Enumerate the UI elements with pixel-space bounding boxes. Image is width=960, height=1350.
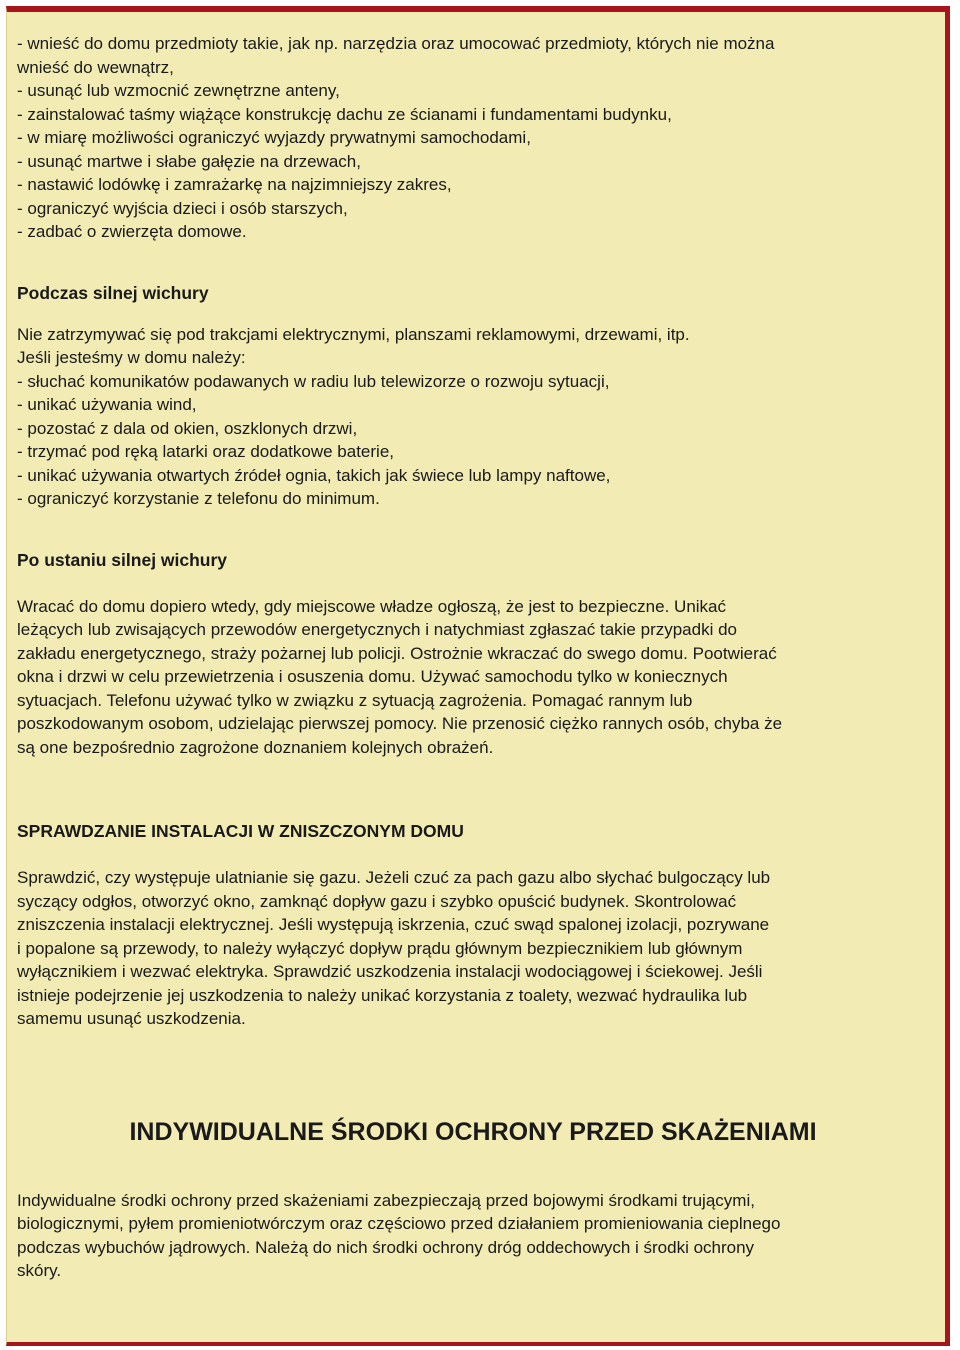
body-line: zniszczenia instalacji elektrycznej. Jeśli występują iskrzenia, czuć swąd spalonej izolacji, pozrywane [17,915,770,934]
section-body-protection [17,1189,929,1283]
body-line: zakładu energetycznego, straży pożarnej lub policji. Ostrożnie wkraczać do swego domu. Pootwierać [17,643,777,663]
list-item: - ograniczyć wyjścia dzieci i osób starszych, [17,198,348,218]
list-item: - wnieść do domu przedmioty takie, jak np. narzędzia oraz umocować przedmioty, których nie można [17,34,775,53]
list-item: - zainstalować taśmy wiążące konstrukcję dachu ze ścianami i fundamentami budynku, [17,104,672,124]
list-item: - usunąć martwe i słabe gałęzie na drzewach, [17,151,361,171]
body-line: - trzymać pod ręką latarki oraz dodatkowe baterie, [17,442,395,461]
body-line: - pozostać z dala od okien, oszklonych drzwi, [17,418,358,438]
body-line: poszkodowanym osobom, udzielając pierwszej pomocy. Nie przenosić ciężko rannych osób, chyba że [17,714,783,733]
body-line: biologicznymi, pyłem promieniotwórczym oraz częściowo przed działaniem promieniowania cieplnego [17,1214,781,1233]
body-line: Nie zatrzymywać się pod trakcjami elektrycznymi, planszami reklamowymi, drzewami, itp. [17,324,690,344]
section-heading-installations: SPRAWDZANIE INSTALACJI W ZNISZCZONYM DOMU [17,821,464,841]
body-line: - ograniczyć korzystanie z telefonu do minimum. [17,489,380,508]
body-line: syczący odgłos, otworzyć okno, zamknąć dopływ gazu i szybko opuścić budynek. Skontrolować [17,891,737,911]
body-line: leżących lub zwisających przewodów energetycznych i natychmiast zgłaszać takie przypadki do [17,620,738,639]
section-heading-after-wind: Po ustaniu silnej wichury [17,549,228,570]
section-heading-wind: Podczas silnej wichury [17,282,209,303]
preparation-list [17,32,929,244]
document-content [17,20,929,1283]
body-line: wyłącznikiem i wezwać elektryka. Sprawdzić uszkodzenia instalacji wodociągowej i ściekowej. Jeśli [17,962,763,981]
body-line: istnieje podejrzenie jej uszkodzenia to należy unikać korzystania z toalety, wezwać hydraulika lub [17,985,748,1005]
list-item: - usunąć lub wzmocnić zewnętrzne anteny, [17,81,340,100]
body-line: - unikać używania wind, [17,395,197,414]
body-line: skóry. [17,1261,62,1280]
body-line: i popalone są przewody, to należy wyłączyć dopływ prądu głównym bezpiecznikiem lub głównym [17,938,743,958]
section-body-after-wind [17,595,929,760]
body-line: Sprawdzić, czy występuje ulatnianie się gazu. Jeżeli czuć za pach gazu albo słychać bulgoczący lub [17,868,771,887]
body-line: są one bezpośrednio zagrożone doznaniem kolejnych obrażeń. [17,737,494,757]
list-item: - w miarę możliwości ograniczyć wyjazdy prywatnymi samochodami, [17,128,531,147]
list-item: - zadbać o zwierzęta domowe. [17,222,247,241]
body-line: sytuacjach. Telefonu używać tylko w związku z sytuacją zagrożenia. Pomagać rannym lub [17,690,693,710]
body-line: Jeśli jesteśmy w domu należy: [17,348,246,367]
section-heading-protection: INDYWIDUALNE ŚRODKI OCHRONY PRZED SKAŻENIAMI [129,1117,817,1146]
body-line: samemu usunąć uszkodzenia. [17,1009,246,1028]
document-page [6,6,950,1346]
body-line: Indywidualne środki ochrony przed skażeniami zabezpieczają przed bojowymi środkami trującymi, [17,1190,755,1210]
list-item: - nastawić lodówkę i zamrażarkę na najzimniejszy zakres, [17,175,452,194]
list-item: wnieść do wewnątrz, [17,57,174,77]
body-line: podczas wybuchów jądrowych. Należą do nich środki ochrony dróg oddechowych i środki ochrony [17,1237,755,1257]
body-line: - unikać używania otwartych źródeł ognia, takich jak świece lub lampy naftowe, [17,465,611,485]
body-line: - słuchać komunikatów podawanych w radiu lub telewizorze o rozwoju sytuacji, [17,371,610,391]
body-line: Wracać do domu dopiero wtedy, gdy miejscowe władze ogłoszą, że jest to bezpieczne. Unikać [17,596,727,616]
section-body-wind [17,323,929,511]
body-line: okna i drzwi w celu przewietrzenia i osuszenia domu. Używać samochodu tylko w koniecznych [17,667,728,686]
section-body-installations [17,866,929,1031]
